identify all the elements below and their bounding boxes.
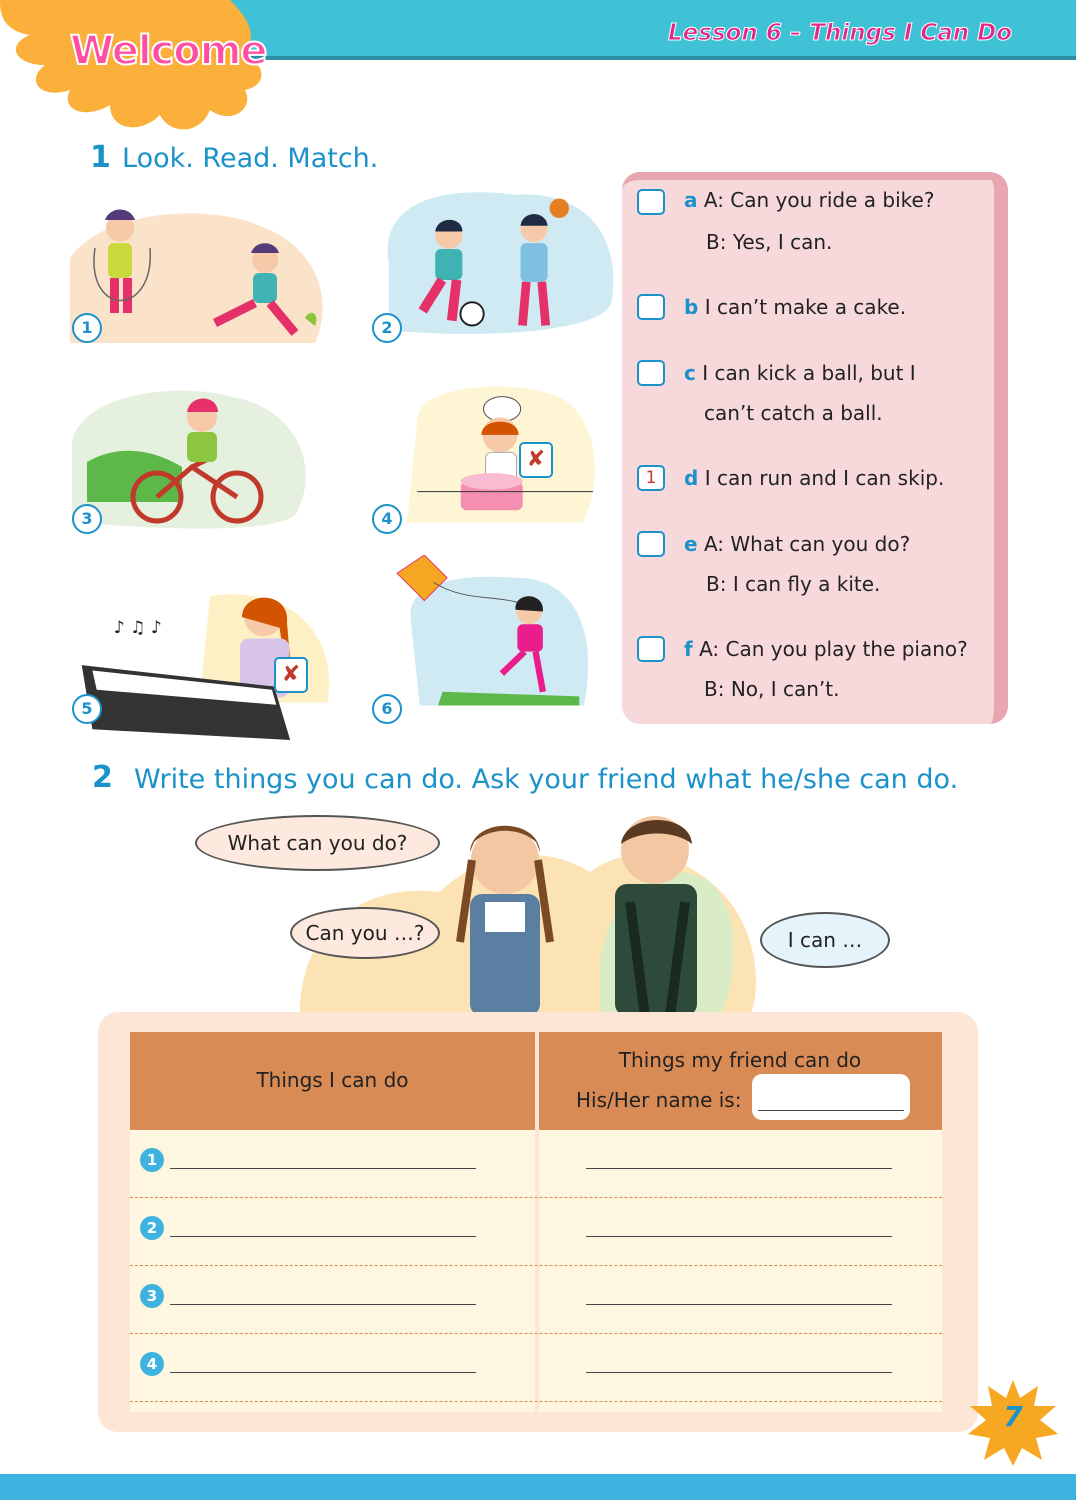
sentence-c	[684, 361, 916, 385]
answer-box-e[interactable]	[637, 531, 665, 557]
sentence-f-line-1: A: Can you play the piano?	[699, 637, 968, 661]
speech-bubble-can-you: Can you …?	[290, 907, 440, 959]
write-line-friend-1[interactable]	[586, 1168, 892, 1169]
sentence-b-letter: b	[684, 295, 699, 319]
page-number: 7	[1003, 1400, 1023, 1433]
sentence-e-line-2: B: I can fly a kite.	[706, 572, 881, 596]
answer-box-d[interactable]: 1	[637, 465, 665, 491]
write-line-friend-4[interactable]	[586, 1372, 892, 1373]
friend-name-line	[758, 1110, 904, 1111]
sentence-f	[684, 637, 968, 661]
sentence-a-line-1: A: Can you ride a bike?	[703, 188, 935, 212]
write-line-mine-3[interactable]	[170, 1304, 476, 1305]
svg-text:♪ ♫ ♪: ♪ ♫ ♪	[113, 618, 162, 639]
picture-1-skipping-running	[65, 198, 325, 353]
picture-4-making-cake	[370, 378, 630, 533]
sentence-a-line-2: B: Yes, I can.	[706, 230, 833, 254]
write-line-mine-2[interactable]	[170, 1236, 476, 1237]
sentence-b-line-1: I can’t make a cake.	[704, 295, 907, 319]
sentence-f-letter: f	[684, 637, 693, 661]
picture-1-number: 1	[72, 313, 102, 343]
sentence-a	[684, 188, 934, 212]
row-number-1: 1	[140, 1148, 164, 1172]
picture-2-number: 2	[372, 313, 402, 343]
answer-box-c[interactable]	[637, 360, 665, 386]
picture-2-kicking-catching	[375, 185, 635, 340]
sentence-d-letter: d	[684, 466, 699, 490]
exercise-2-number: 2	[92, 760, 113, 795]
sentence-f-line-2: B: No, I can’t.	[704, 677, 840, 701]
row-number-4: 4	[140, 1352, 164, 1376]
row-number-2: 2	[140, 1216, 164, 1240]
header-name-label: His/Her name is:	[576, 1088, 742, 1112]
row-divider	[130, 1197, 942, 1198]
picture-6-number: 6	[372, 694, 402, 724]
picture-5-number: 5	[72, 694, 102, 724]
friend-name-field[interactable]	[752, 1074, 910, 1120]
speech-bubble-what: What can you do?	[195, 815, 440, 871]
answer-box-b[interactable]	[637, 294, 665, 320]
picture-3-number: 3	[72, 504, 102, 534]
write-line-mine-1[interactable]	[170, 1168, 476, 1169]
exercise-1-title: Look. Read. Match.	[122, 143, 379, 174]
sentence-e-letter: e	[684, 532, 698, 556]
write-line-friend-2[interactable]	[586, 1236, 892, 1237]
header-things-i-can-do: Things I can do	[256, 1068, 409, 1092]
sentence-d-line-1: I can run and I can skip.	[704, 466, 945, 490]
speech-bubble-i-can: I can …	[760, 912, 890, 968]
row-divider	[130, 1265, 942, 1266]
picture-5-cross-mark: ✘	[274, 657, 308, 693]
exercise-1-number: 1	[90, 140, 111, 175]
row-divider	[130, 1333, 942, 1334]
sentence-e-line-1: A: What can you do?	[703, 532, 911, 556]
picture-4-cross-mark: ✘	[519, 442, 553, 478]
row-divider	[130, 1401, 942, 1402]
picture-4-number: 4	[372, 504, 402, 534]
sentence-c-line-1: I can kick a ball, but I	[702, 361, 916, 385]
table-column-divider	[535, 1032, 539, 1412]
sentence-c-letter: c	[684, 361, 696, 385]
sentence-b	[684, 295, 906, 319]
answer-box-a[interactable]	[637, 189, 665, 215]
header-things-friend-can-do: Things my friend can do	[618, 1048, 862, 1072]
header-bar-shadow	[180, 56, 1076, 60]
row-number-3: 3	[140, 1284, 164, 1308]
picture-6-flying-kite	[365, 555, 625, 710]
footer-bar	[0, 1474, 1076, 1500]
lesson-title: Lesson 6 – Things I Can Do	[668, 20, 1013, 46]
exercise-2-title: Write things you can do. Ask your friend what he/she can do.	[134, 764, 959, 795]
sentence-d	[684, 466, 944, 490]
section-title: Welcome	[70, 28, 267, 74]
write-line-friend-3[interactable]	[586, 1304, 892, 1305]
write-line-mine-4[interactable]	[170, 1372, 476, 1373]
sentence-a-letter: a	[684, 188, 698, 212]
sentence-c-line-2: can’t catch a ball.	[704, 401, 883, 425]
sentence-e	[684, 532, 910, 556]
answer-box-f[interactable]	[637, 636, 665, 662]
